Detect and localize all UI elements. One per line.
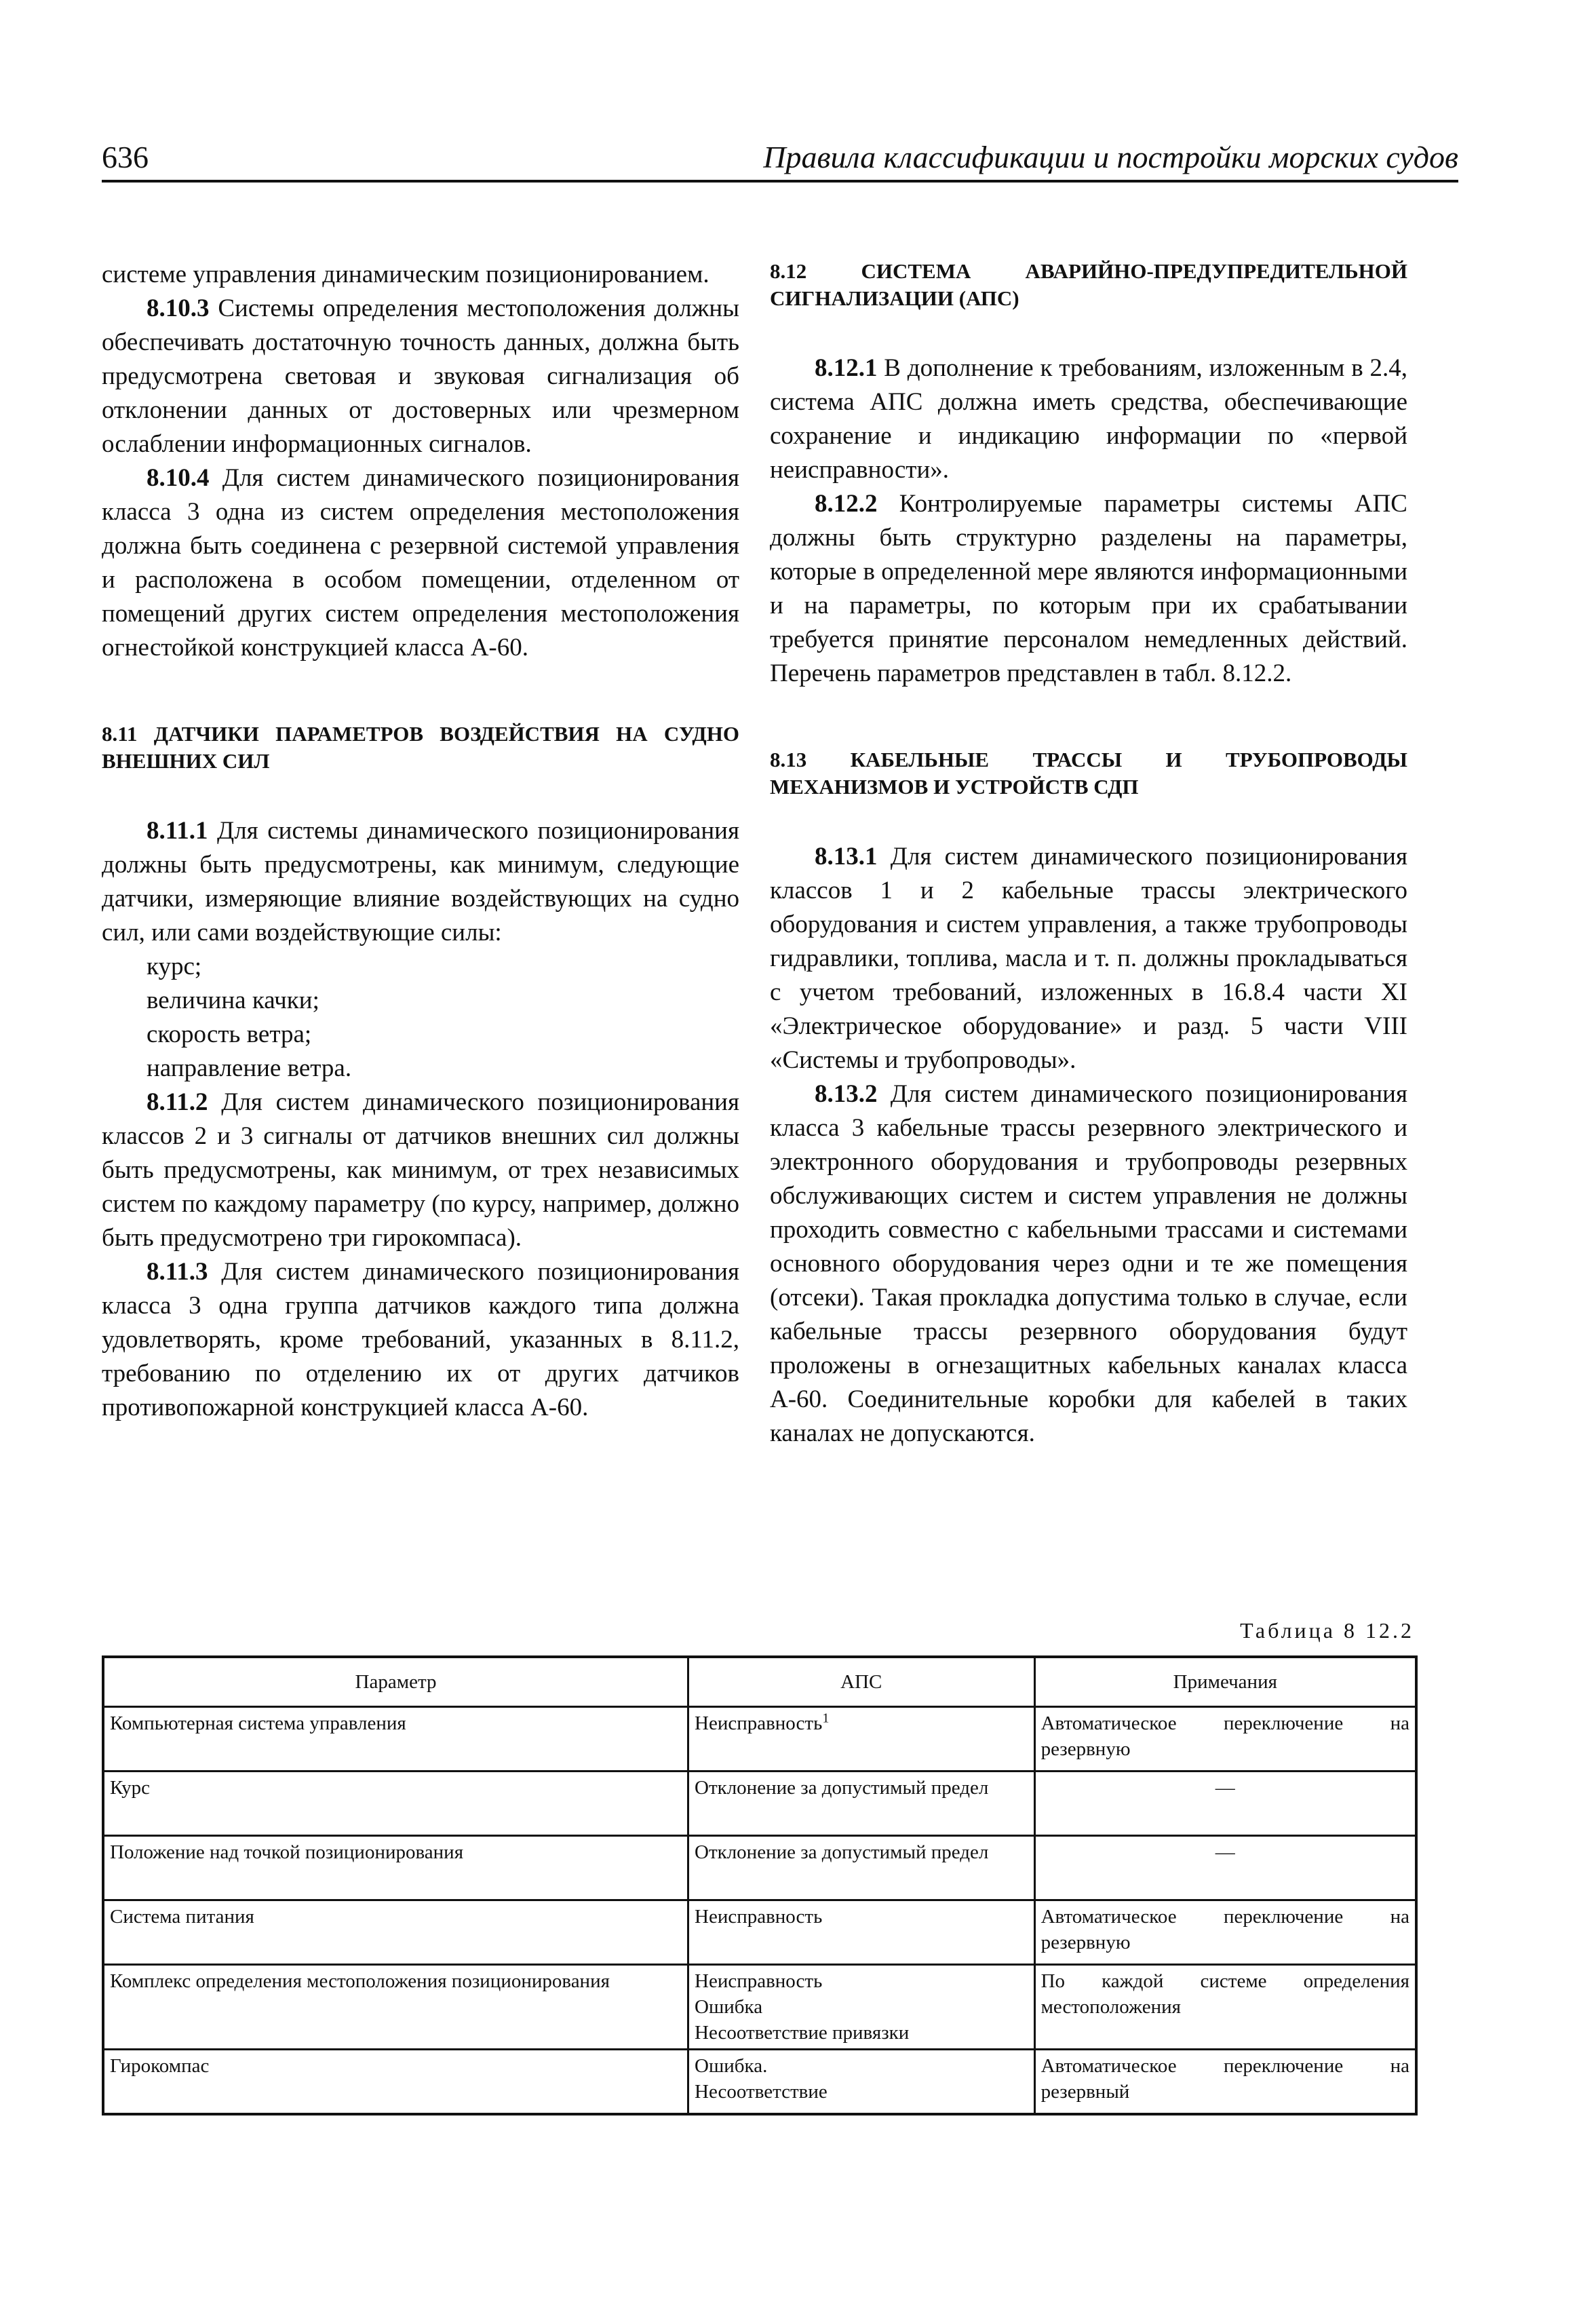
column-header-aps: АПС xyxy=(688,1657,1035,1707)
clause-number: 8.12.1 xyxy=(815,354,878,382)
section-heading-8-13: 8.13 КАБЕЛЬНЫЕ ТРАССЫ И ТРУБОПРОВОДЫ МЕХАНИЗМОВ И УСТРОЙСТВ СДП xyxy=(770,748,1407,799)
paragraph-8-12-2 xyxy=(770,487,1407,691)
table-row xyxy=(103,1900,1416,1965)
aps-value: Неисправность xyxy=(695,1970,823,1992)
clause-text: Для системы динамического позиционирования должны быть предусмотрены, как минимум, следующие датчики, измеряющие влияние воздействующих на судно сил, или сами воздействующие силы: xyxy=(102,817,739,946)
aps-value: Отклонение за допустимый предел xyxy=(695,1777,989,1799)
paragraph-8-12-1 xyxy=(770,351,1407,487)
clause-text: Для систем динамического позиционирования класса 3 кабельные трассы резервного электрического и электронного оборудования и трубопроводы резервных обслуживающих систем и систем управления не должны проходить совместно с кабельными трассами и системами основного оборудования через одни и те же помещения (отсеки). Такая прокладка допустима только в случае, если кабельные трассы резервного оборудования будут проложены в огнезащитных кабельных каналах класса А-60. Соединительные коробки для кабелей в таких каналах не допускаются. xyxy=(770,1080,1407,1447)
clause-number: 8.12.2 xyxy=(815,490,878,518)
cell-note: — xyxy=(1034,1772,1416,1836)
paragraph-8-11-3 xyxy=(102,1255,739,1425)
aps-value: Неисправность xyxy=(695,1906,823,1928)
aps-value: Несоответствие привязки xyxy=(695,2022,910,2044)
cell-note: Автоматическое переключение на резервную xyxy=(1034,1707,1416,1772)
cell-parameter: Компьютерная система управления xyxy=(103,1707,688,1772)
section-heading-8-12: 8.12 СИСТЕМА АВАРИЙНО-ПРЕДУПРЕДИТЕЛЬНОЙ СИГНАЛИЗАЦИИ (АПС) xyxy=(770,259,1407,310)
clause-number: 8.11.3 xyxy=(147,1258,208,1286)
clause-number: 8.11.1 xyxy=(147,817,208,845)
list-item: величина качки; xyxy=(147,987,319,1014)
aps-value: Ошибка xyxy=(695,1996,763,2018)
footnote-marker: 1 xyxy=(822,1710,830,1726)
table-row xyxy=(103,1772,1416,1836)
clause-number: 8.11.2 xyxy=(147,1088,208,1116)
clause-number: 8.13.2 xyxy=(815,1080,878,1108)
cell-aps xyxy=(688,1772,1035,1836)
page-number: 636 xyxy=(102,140,149,174)
table-row xyxy=(103,1707,1416,1772)
cell-aps xyxy=(688,1707,1035,1772)
page-header xyxy=(102,139,1458,183)
cell-parameter: Система питания xyxy=(103,1900,688,1965)
aps-value: Неисправность xyxy=(695,1712,823,1734)
clause-number: 8.13.1 xyxy=(815,843,878,870)
cell-note: По каждой системе определения местоположения xyxy=(1034,1965,1416,2050)
cell-aps xyxy=(688,1836,1035,1900)
left-column xyxy=(102,258,739,1425)
column-header-notes: Примечания xyxy=(1034,1657,1416,1707)
cell-parameter: Курс xyxy=(103,1772,688,1836)
column-header-parameter: Параметр xyxy=(103,1657,688,1707)
table-header-row xyxy=(103,1657,1416,1707)
clause-text: Для систем динамического позиционирования класса 3 одна из систем определения местоположения должна быть соединена с резервной системой управления и расположена в особом помещении, отделенном от помещений других систем определения местоположения огнестойкой конструкцией класса А-60. xyxy=(102,464,739,662)
table-caption: Таблица 8 12.2 xyxy=(1240,1618,1414,1643)
clause-number: 8.10.4 xyxy=(147,464,210,492)
paragraph-8-10-4 xyxy=(102,461,739,665)
paragraph-continuation: системе управления динамическим позиционированием. xyxy=(102,261,709,288)
cell-aps xyxy=(688,1900,1035,1965)
clause-text: Для систем динамического позиционирования классов 2 и 3 сигналы от датчиков внешних сил должны быть предусмотрены, как минимум, от трех независимых систем по каждому параметру (по курсу, например, должно быть предусмотрено три гирокомпаса). xyxy=(102,1088,739,1252)
clause-text: Системы определения местоположения должны обеспечивать достаточную точность данных, должна быть предусмотрена световая и звуковая сигнализация об отклонении данных от достоверных или чрезмерном ослаблении информационных сигналов. xyxy=(102,294,739,458)
alarm-parameters-table xyxy=(102,1655,1418,2115)
cell-parameter: Комплекс определения местоположения позиционирования xyxy=(103,1965,688,2050)
clause-number: 8.10.3 xyxy=(147,294,210,322)
clause-text: В дополнение к требованиям, изложенным в 2.4, система АПС должна иметь средства, обеспечивающие сохранение и индикацию информации по «первой неисправности». xyxy=(770,354,1407,484)
cell-note: Автоматическое переключение на резервную xyxy=(1034,1900,1416,1965)
cell-aps xyxy=(688,2050,1035,2115)
clause-text: Для систем динамического позиционирования классов 1 и 2 кабельные трассы электрического оборудования и систем управления, а также трубопроводы гидравлики, топлива, масла и т. п. должны прокладываться с учетом требований, изложенных в 16.8.4 части XI «Электрическое оборудование» и разд. 5 части VIII «Системы и трубопроводы». xyxy=(770,843,1407,1074)
paragraph-8-13-1 xyxy=(770,840,1407,1077)
clause-text: Контролируемые параметры системы АПС должны быть структурно разделены на параметры, которые в определенной мере являются информационными и на параметры, по которым при их срабатывании требуется принятие персоналом немедленных действий. Перечень параметров представлен в табл. 8.12.2. xyxy=(770,490,1407,687)
list-item: направление ветра. xyxy=(147,1054,352,1082)
right-column xyxy=(770,258,1407,1451)
list-item: скорость ветра; xyxy=(147,1020,312,1048)
cell-note: — xyxy=(1034,1836,1416,1900)
table-row xyxy=(103,1965,1416,2050)
aps-value: Отклонение за допустимый предел xyxy=(695,1841,989,1863)
paragraph-8-10-3 xyxy=(102,292,739,461)
table-row xyxy=(103,2050,1416,2115)
cell-note: Автоматическое переключение на резервный xyxy=(1034,2050,1416,2115)
list-item: курс; xyxy=(147,953,202,980)
table-row xyxy=(103,1836,1416,1900)
clause-text: Для систем динамического позиционирования класса 3 одна группа датчиков каждого типа должна удовлетворять, кроме требований, указанных в 8.11.2, требованию по отделению их от других датчиков противопожарной конструкцией класса А-60. xyxy=(102,1258,739,1421)
paragraph-8-11-2 xyxy=(102,1086,739,1255)
section-heading-8-11: 8.11 ДАТЧИКИ ПАРАМЕТРОВ ВОЗДЕЙСТВИЯ НА СУДНО ВНЕШНИХ СИЛ xyxy=(102,722,739,773)
aps-value: Несоответствие xyxy=(695,2081,828,2103)
paragraph-8-11-1 xyxy=(102,814,739,950)
aps-value: Ошибка. xyxy=(695,2055,768,2077)
cell-aps xyxy=(688,1965,1035,2050)
cell-parameter: Гирокомпас xyxy=(103,2050,688,2115)
paragraph-8-13-2 xyxy=(770,1077,1407,1451)
cell-parameter: Положение над точкой позиционирования xyxy=(103,1836,688,1900)
running-title: Правила классификации и постройки морских судов xyxy=(763,140,1458,174)
